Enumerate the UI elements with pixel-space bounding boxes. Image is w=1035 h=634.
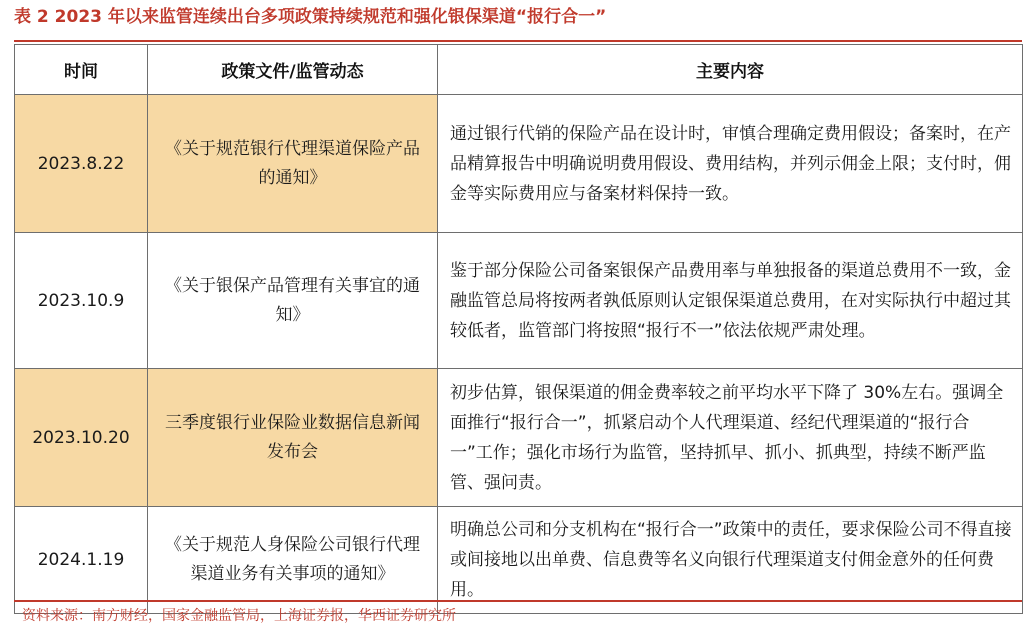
row-date: 2024.1.19 (15, 507, 148, 614)
table-caption: 表 2 2023 年以来监管连续出台多项政策持续规范和强化银保渠道“报行合一” (14, 7, 607, 27)
row-content: 鉴于部分保险公司备案银保产品费用率与单独报备的渠道总费用不一致，金融监管总局将按两者孰低原则认定银保渠道总费用，在对实际执行中超过其较低者，监管部门将按照“报行不一”依法依规严肃处理。 (438, 233, 1023, 369)
row-date: 2023.8.22 (15, 95, 148, 233)
row-document: 三季度银行业保险业数据信息新闻发布会 (148, 369, 438, 507)
table-row (15, 233, 1023, 369)
header-document: 政策文件/监管动态 (148, 45, 438, 95)
header-time: 时间 (15, 45, 148, 95)
caption-divider (14, 40, 1022, 42)
row-content: 明确总公司和分支机构在“报行合一”政策中的责任，要求保险公司不得直接或间接地以出单费、信息费等名义向银行代理渠道支付佣金意外的任何费用。 (438, 507, 1023, 614)
header-content: 主要内容 (438, 45, 1023, 95)
table-row (15, 369, 1023, 507)
row-document: 《关于银保产品管理有关事宜的通知》 (148, 233, 438, 369)
source-note: 资料来源：南方财经，国家金融监管局，上海证券报，华西证券研究所 (22, 608, 456, 624)
row-date: 2023.10.20 (15, 369, 148, 507)
row-content: 通过银行代销的保险产品在设计时，审慎合理确定费用假设；备案时，在产品精算报告中明确说明费用假设、费用结构，并列示佣金上限；支付时，佣金等实际费用应与备案材料保持一致。 (438, 95, 1023, 233)
table-header-row (15, 45, 1023, 95)
row-content: 初步估算，银保渠道的佣金费率较之前平均水平下降了 30%左右。强调全面推行“报行合一”，抓紧启动个人代理渠道、经纪代理渠道的“报行合一”工作；强化市场行为监管，坚持抓早、抓小、抓典型，持续不断严监管、强问责。 (438, 369, 1023, 507)
row-document: 《关于规范人身保险公司银行代理渠道业务有关事项的通知》 (148, 507, 438, 614)
row-date: 2023.10.9 (15, 233, 148, 369)
row-document: 《关于规范银行代理渠道保险产品的通知》 (148, 95, 438, 233)
source-divider (14, 600, 1022, 602)
table-row (15, 507, 1023, 614)
table-row (15, 95, 1023, 233)
policy-table (14, 44, 1023, 614)
